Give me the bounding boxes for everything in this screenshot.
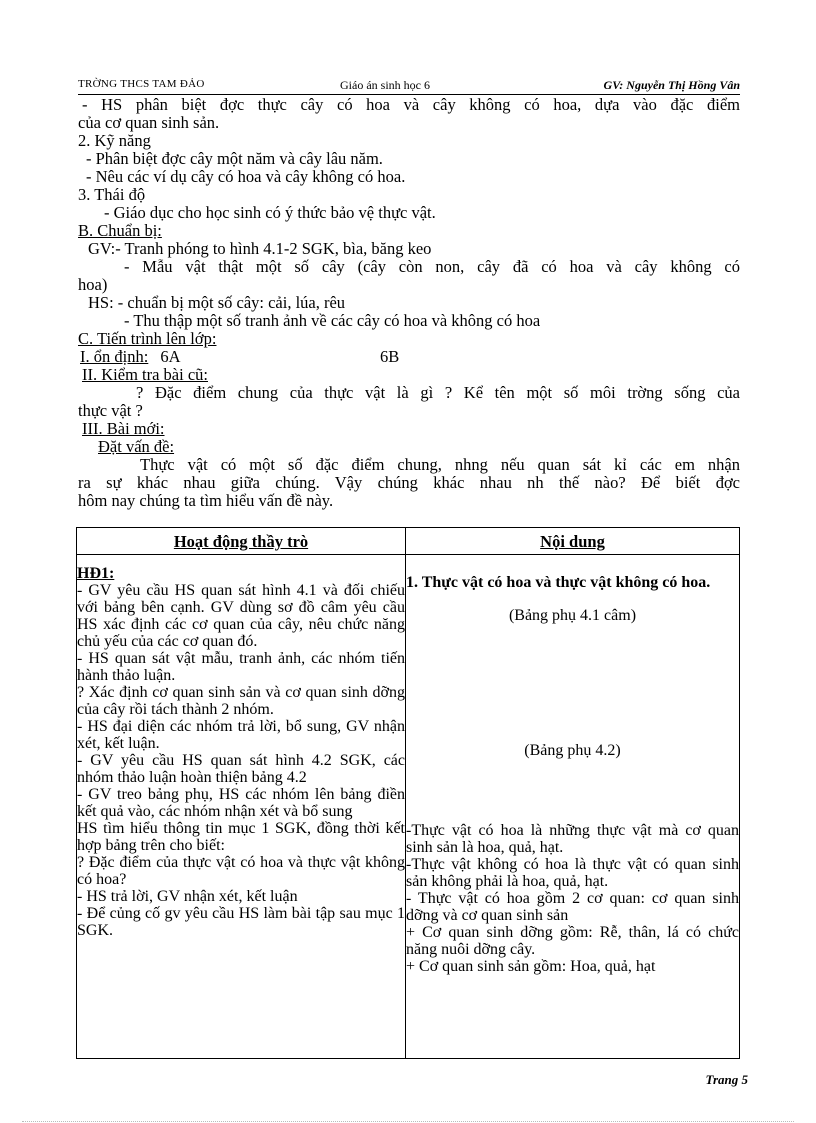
problem-text: hôm nay chúng ta tìm hiểu vấn đề này. [78, 491, 334, 510]
activity-item: - GV yêu cầu HS quan sát hình 4.1 và đối chiếu với bảng bên cạnh. GV dùng sơ đồ câm yêu cầu HS xác định các cơ quan của cây, nêu chức năng chủ yếu của các cơ quan đó. [77, 582, 405, 650]
check-question: ? Đặc điểm chung của thực vật là gì ? Kể tên một số môi trờng sống của [136, 383, 740, 402]
skill-item: - Nêu các ví dụ cây có hoa và cây không có hoa. [86, 167, 406, 186]
school-name: TRỜNG THCS TAM ĐẢO [78, 78, 205, 90]
preparation-heading: B. Chuẩn bị: [78, 221, 162, 240]
activity-item: - GV yêu cầu HS quan sát hình 4.2 SGK, các nhóm thảo luận hoàn thiện bảng 4.2 [77, 752, 405, 786]
activity-item: - HS đại diện các nhóm trả lời, bổ sung, GV nhận xét, kết luận. [77, 718, 405, 752]
objective-line: - HS phân biệt đợc thực cây có hoa và cây không có hoa, dựa vào đặc điểm [82, 95, 740, 114]
problem-heading: Đặt vấn đề: [98, 437, 175, 456]
board-note: (Bảng phụ 4.2) [524, 742, 621, 759]
content-cell [406, 555, 740, 1059]
activity-item: HS tìm hiểu thông tin mục 1 SGK, đồng thời kết hợp bảng trên cho biết: [77, 820, 405, 854]
page-edge-divider [22, 1121, 794, 1122]
problem-text: ra sự khác nhau giữa chúng. Vậy chúng khác nhau nh thế nào? Để biết đợc [78, 473, 740, 492]
activity-item: - HS quan sát vật mẫu, tranh ảnh, các nhóm tiến hành thảo luận. [77, 650, 405, 684]
activities-cell [77, 555, 406, 1059]
process-heading: C. Tiến trình lên lớp: [78, 329, 217, 348]
new-lesson-heading: III. Bài mới: [82, 419, 165, 438]
header-activities: Hoạt động thầy trò [77, 528, 406, 555]
stabilize-row [78, 348, 740, 366]
content-item: - Thực vật có hoa gồm 2 cơ quan: cơ quan sinh dỡng và cơ quan sinh sản [406, 890, 739, 924]
attitude-heading: 3. Thái độ [78, 185, 146, 204]
table-header-row [77, 528, 740, 555]
activity-item: - Để củng cố gv yêu cầu HS làm bài tập sau mục 1 SGK. [77, 905, 405, 939]
activity-item: ? Đặc điểm của thực vật có hoa và thực vật không có hoa? [77, 854, 405, 888]
problem-text: Thực vật có một số đặc điểm chung, nhng nếu quan sát kỉ các em nhận [140, 455, 740, 474]
check-heading: II. Kiểm tra bài cũ: [82, 365, 208, 384]
skill-item: - Phân biệt đợc cây một năm và cây lâu năm. [86, 149, 383, 168]
content-item: + Cơ quan sinh dỡng gồm: Rễ, thân, lá có chức năng nuôi dỡng cây. [406, 924, 739, 958]
attitude-item: - Giáo dục cho học sinh có ý thức bảo vệ thực vật. [104, 203, 436, 222]
content-item: -Thực vật không có hoa là thực vật có quan sinh sản không phải là hoa, quả, hạt. [406, 856, 739, 890]
content-item: + Cơ quan sinh sản gồm: Hoa, quả, hạt [406, 958, 656, 975]
objective-line: của cơ quan sinh sản. [78, 113, 220, 132]
prep-student-line: HS: - chuẩn bị một số cây: cải, lúa, rêu [88, 293, 346, 312]
class-a: 6A [160, 347, 181, 366]
content-item: -Thực vật có hoa là những thực vật mà cơ quan sinh sản là hoa, quả, hạt. [406, 822, 739, 856]
prep-teacher-line: GV:- Tranh phóng to hình 4.1-2 SGK, bìa, băng keo [88, 239, 432, 258]
stabilize-label: I. ổn định: [80, 347, 149, 366]
prep-teacher-line: - Mẫu vật thật một số cây (cây còn non, cây đã có hoa và cây không có [124, 257, 740, 276]
activity-label: HĐ1: [77, 565, 115, 582]
document-body [78, 96, 740, 510]
header-content: Nội dung [406, 528, 740, 555]
subject-title: Giáo án sinh học 6 [340, 78, 430, 92]
teacher-name: GV: Nguyễn Thị Hồng Vân [603, 78, 740, 92]
activity-item: - HS trả lời, GV nhận xét, kết luận [77, 888, 298, 905]
prep-student-line: - Thu thập một số tranh ảnh về các cây có hoa và không có hoa [124, 311, 541, 330]
activity-item: - GV treo bảng phụ, HS các nhóm lên bảng điền kết quả vào, các nhóm nhận xét và bổ sung [77, 786, 405, 820]
skills-heading: 2. Kỹ năng [78, 131, 151, 150]
prep-teacher-line: hoa) [78, 275, 108, 294]
content-title: 1. Thực vật có hoa và thực vật không có hoa. [406, 574, 711, 591]
page-header [78, 78, 740, 95]
board-note: (Bảng phụ 4.1 câm) [508, 607, 637, 624]
lesson-table [76, 527, 740, 1059]
activity-item: ? Xác định cơ quan sinh sản và cơ quan sinh dỡng của cây rồi tách thành 2 nhóm. [77, 684, 405, 718]
table-row [77, 555, 740, 1059]
page-number: Trang 5 [705, 1072, 748, 1087]
class-b: 6B [380, 347, 400, 366]
check-question: thực vật ? [78, 401, 143, 420]
